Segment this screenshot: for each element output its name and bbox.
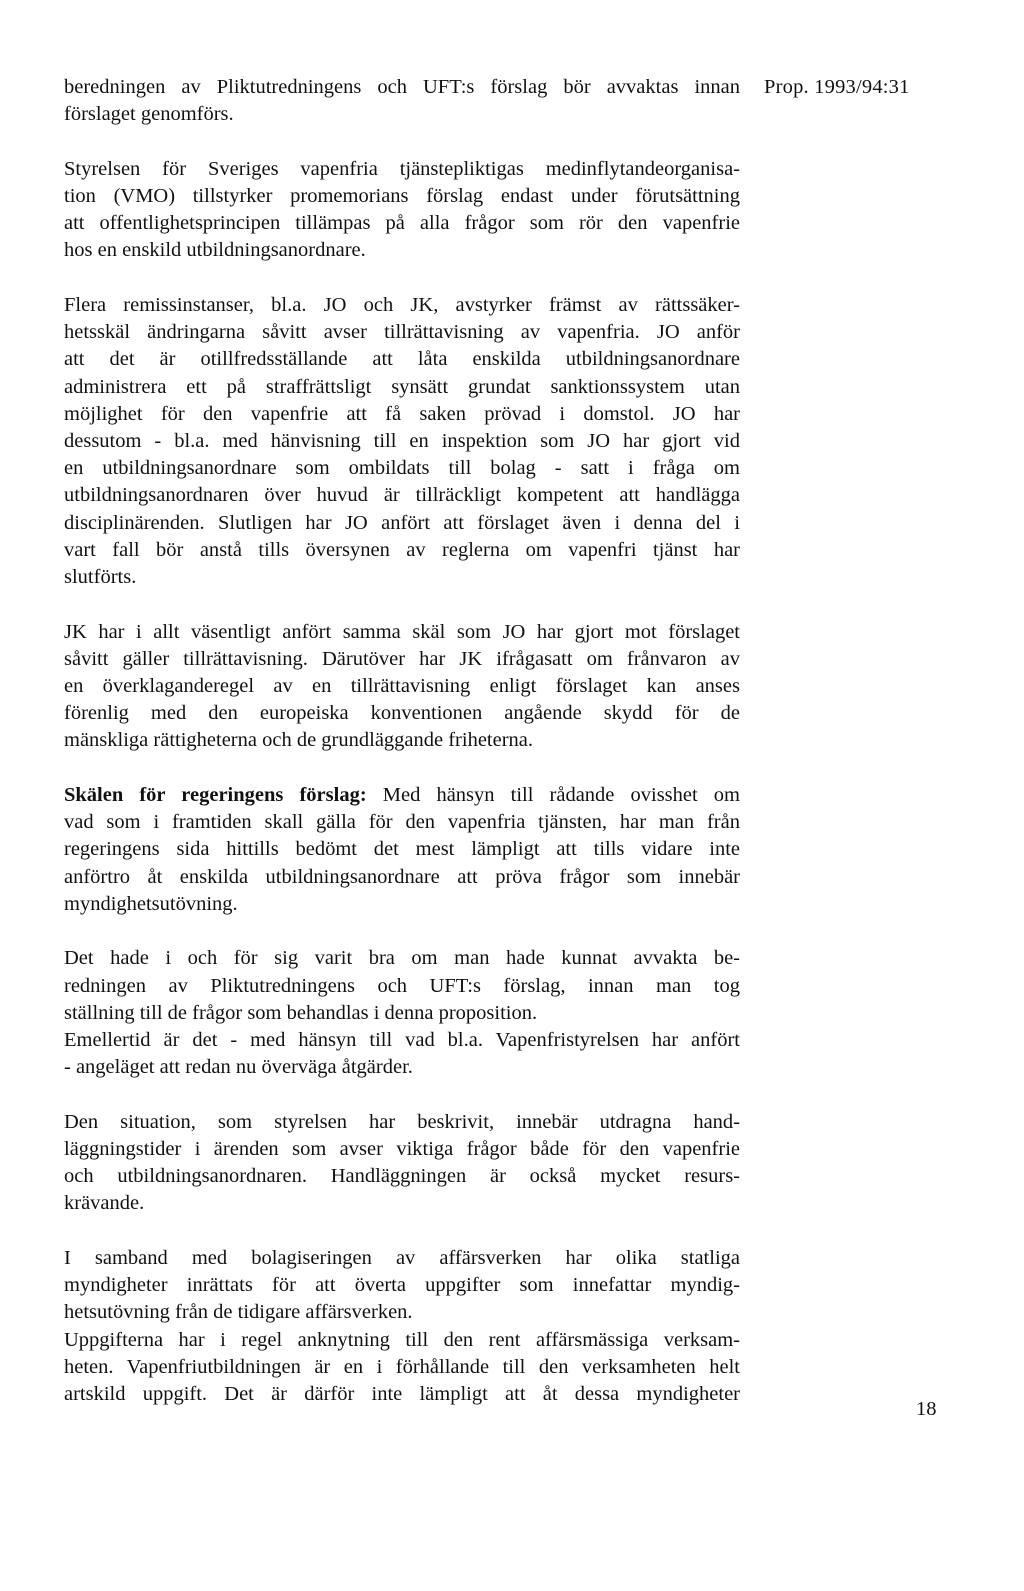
paragraph-jk [64, 619, 740, 755]
text-line: hetsskäl ändringarna såvitt avser tillrättavisning av vapenfria. JO anför [64, 321, 740, 344]
text-line: ställning till de frågor som behandlas i denna proposition. [64, 1001, 538, 1024]
text-line: redningen av Pliktutredningens och UFT:s förslag, innan man tog [64, 974, 740, 997]
text-line: möjlighet för den vapenfrie att få saken prövad i domstol. JO har [64, 402, 740, 425]
text-line: disciplinärenden. Slutligen har JO anfört att förslaget även i denna del i [64, 511, 740, 534]
text-line: en utbildningsanordnare som ombildats till bolag - satt i fråga om [64, 457, 740, 480]
text-line: JK har i allt väsentligt anfört samma skäl som JO har gjort mot förslaget [64, 620, 740, 643]
text-line: förslaget genomförs. [64, 103, 234, 126]
text-line: hetsutövning från de tidigare affärsverken. [64, 1301, 413, 1324]
text-line: och utbildningsanordnaren. Handläggningen är också mycket resurs- [64, 1165, 740, 1188]
section-heading-bold: Skälen för regeringens förslag: [64, 784, 367, 807]
paragraph-intro-continuation [64, 74, 740, 128]
text-line: utbildningsanordnaren över huvud är tillräckligt kompetent att handlägga [64, 484, 740, 507]
text-fragment: Med hänsyn till rådande ovisshet om [366, 784, 741, 807]
text-line: en överklaganderegel av en tillrättavisning enligt förslaget kan anses [64, 675, 740, 698]
text-line: Uppgifterna har i regel anknytning till den rent affärsmässiga verksam- [64, 1328, 740, 1351]
paragraph-skalen [64, 782, 740, 918]
text-line: Flera remissinstanser, bl.a. JO och JK, avstyrker främst av rättssäker- [64, 294, 740, 316]
text-line: vad som i framtiden skall gälla för den vapenfria tjänsten, har man från [64, 811, 740, 834]
text-line: hos en enskild utbildningsanordnare. [64, 239, 366, 262]
page-number: 18 [916, 1398, 937, 1420]
paragraph-bolagisering [64, 1245, 740, 1408]
text-line: dessutom - bl.a. med hänvisning till en inspektion som JO har gjort vid [64, 430, 740, 453]
text-line: Den situation, som styrelsen har beskrivit, innebär utdragna hand- [64, 1110, 740, 1133]
paragraph-vmo [64, 156, 740, 265]
text-line: beredningen av Pliktutredningens och UFT:s förslag bör avvaktas innan [64, 76, 740, 98]
text-line: tion (VMO) tillstyrker promemorians förslag endast under förutsättning [64, 185, 740, 207]
text-line [64, 782, 740, 809]
text-line: regeringens sida hittills bedömt det mest lämpligt att tills vidare inte [64, 838, 740, 861]
proposition-reference: Prop. 1993/94:31 [764, 76, 910, 98]
text-line: myndighetsutövning. [64, 892, 238, 915]
text-line: mänskliga rättigheterna och de grundläggande friheterna. [64, 729, 534, 752]
text-line: heten. Vapenfriutbildningen är en i förhållande till den verksamheten helt [64, 1355, 740, 1378]
text-line: Det hade i och för sig varit bra om man hade kunnat avvakta be- [64, 947, 740, 970]
text-line: I samband med bolagiseringen av affärsverken har olika statliga [64, 1247, 740, 1270]
paragraph-situation [64, 1109, 740, 1218]
text-line: såvitt gäller tillrättavisning. Därutöver har JK ifrågasatt om frånvaron av [64, 647, 740, 670]
text-line: vart fall bör anstå tills översynen av reglerna om vapenfri tjänst har [64, 538, 740, 561]
text-line: - angeläget att redan nu överväga åtgärder. [64, 1056, 413, 1079]
text-line: krävande. [64, 1192, 145, 1215]
text-line: förenlig med den europeiska konventionen angående skydd för de [64, 702, 740, 725]
text-line: administrera ett på straffrättsligt synsätt grundat sanktionssystem utan [64, 375, 740, 398]
text-line: artskild uppgift. Det är därför inte lämpligt att åt dessa myndigheter [64, 1383, 740, 1406]
text-line: anförtro åt enskilda utbildningsanordnare att pröva frågor som innebär [64, 865, 740, 888]
text-line: Emellertid är det - med hänsyn till vad bl.a. Vapenfristyrelsen har anfört [64, 1029, 740, 1052]
document-body [64, 74, 740, 1408]
paragraph-remissinstanser [64, 292, 740, 591]
text-line: myndigheter inrättats för att överta uppgifter som innefattar myndig- [64, 1274, 740, 1297]
text-line: Styrelsen för Sveriges vapenfria tjänstepliktigas medinflytandeorganisa- [64, 157, 740, 180]
text-line: läggningstider i ärenden som avser viktiga frågor både för den vapenfrie [64, 1138, 740, 1161]
text-line: slutförts. [64, 566, 137, 589]
text-line: att det är otillfredsställande att låta enskilda utbildningsanordnare [64, 348, 740, 371]
text-line: att offentlighetsprincipen tillämpas på alla frågor som rör den vapenfrie [64, 212, 740, 235]
paragraph-avvakta [64, 945, 740, 1081]
